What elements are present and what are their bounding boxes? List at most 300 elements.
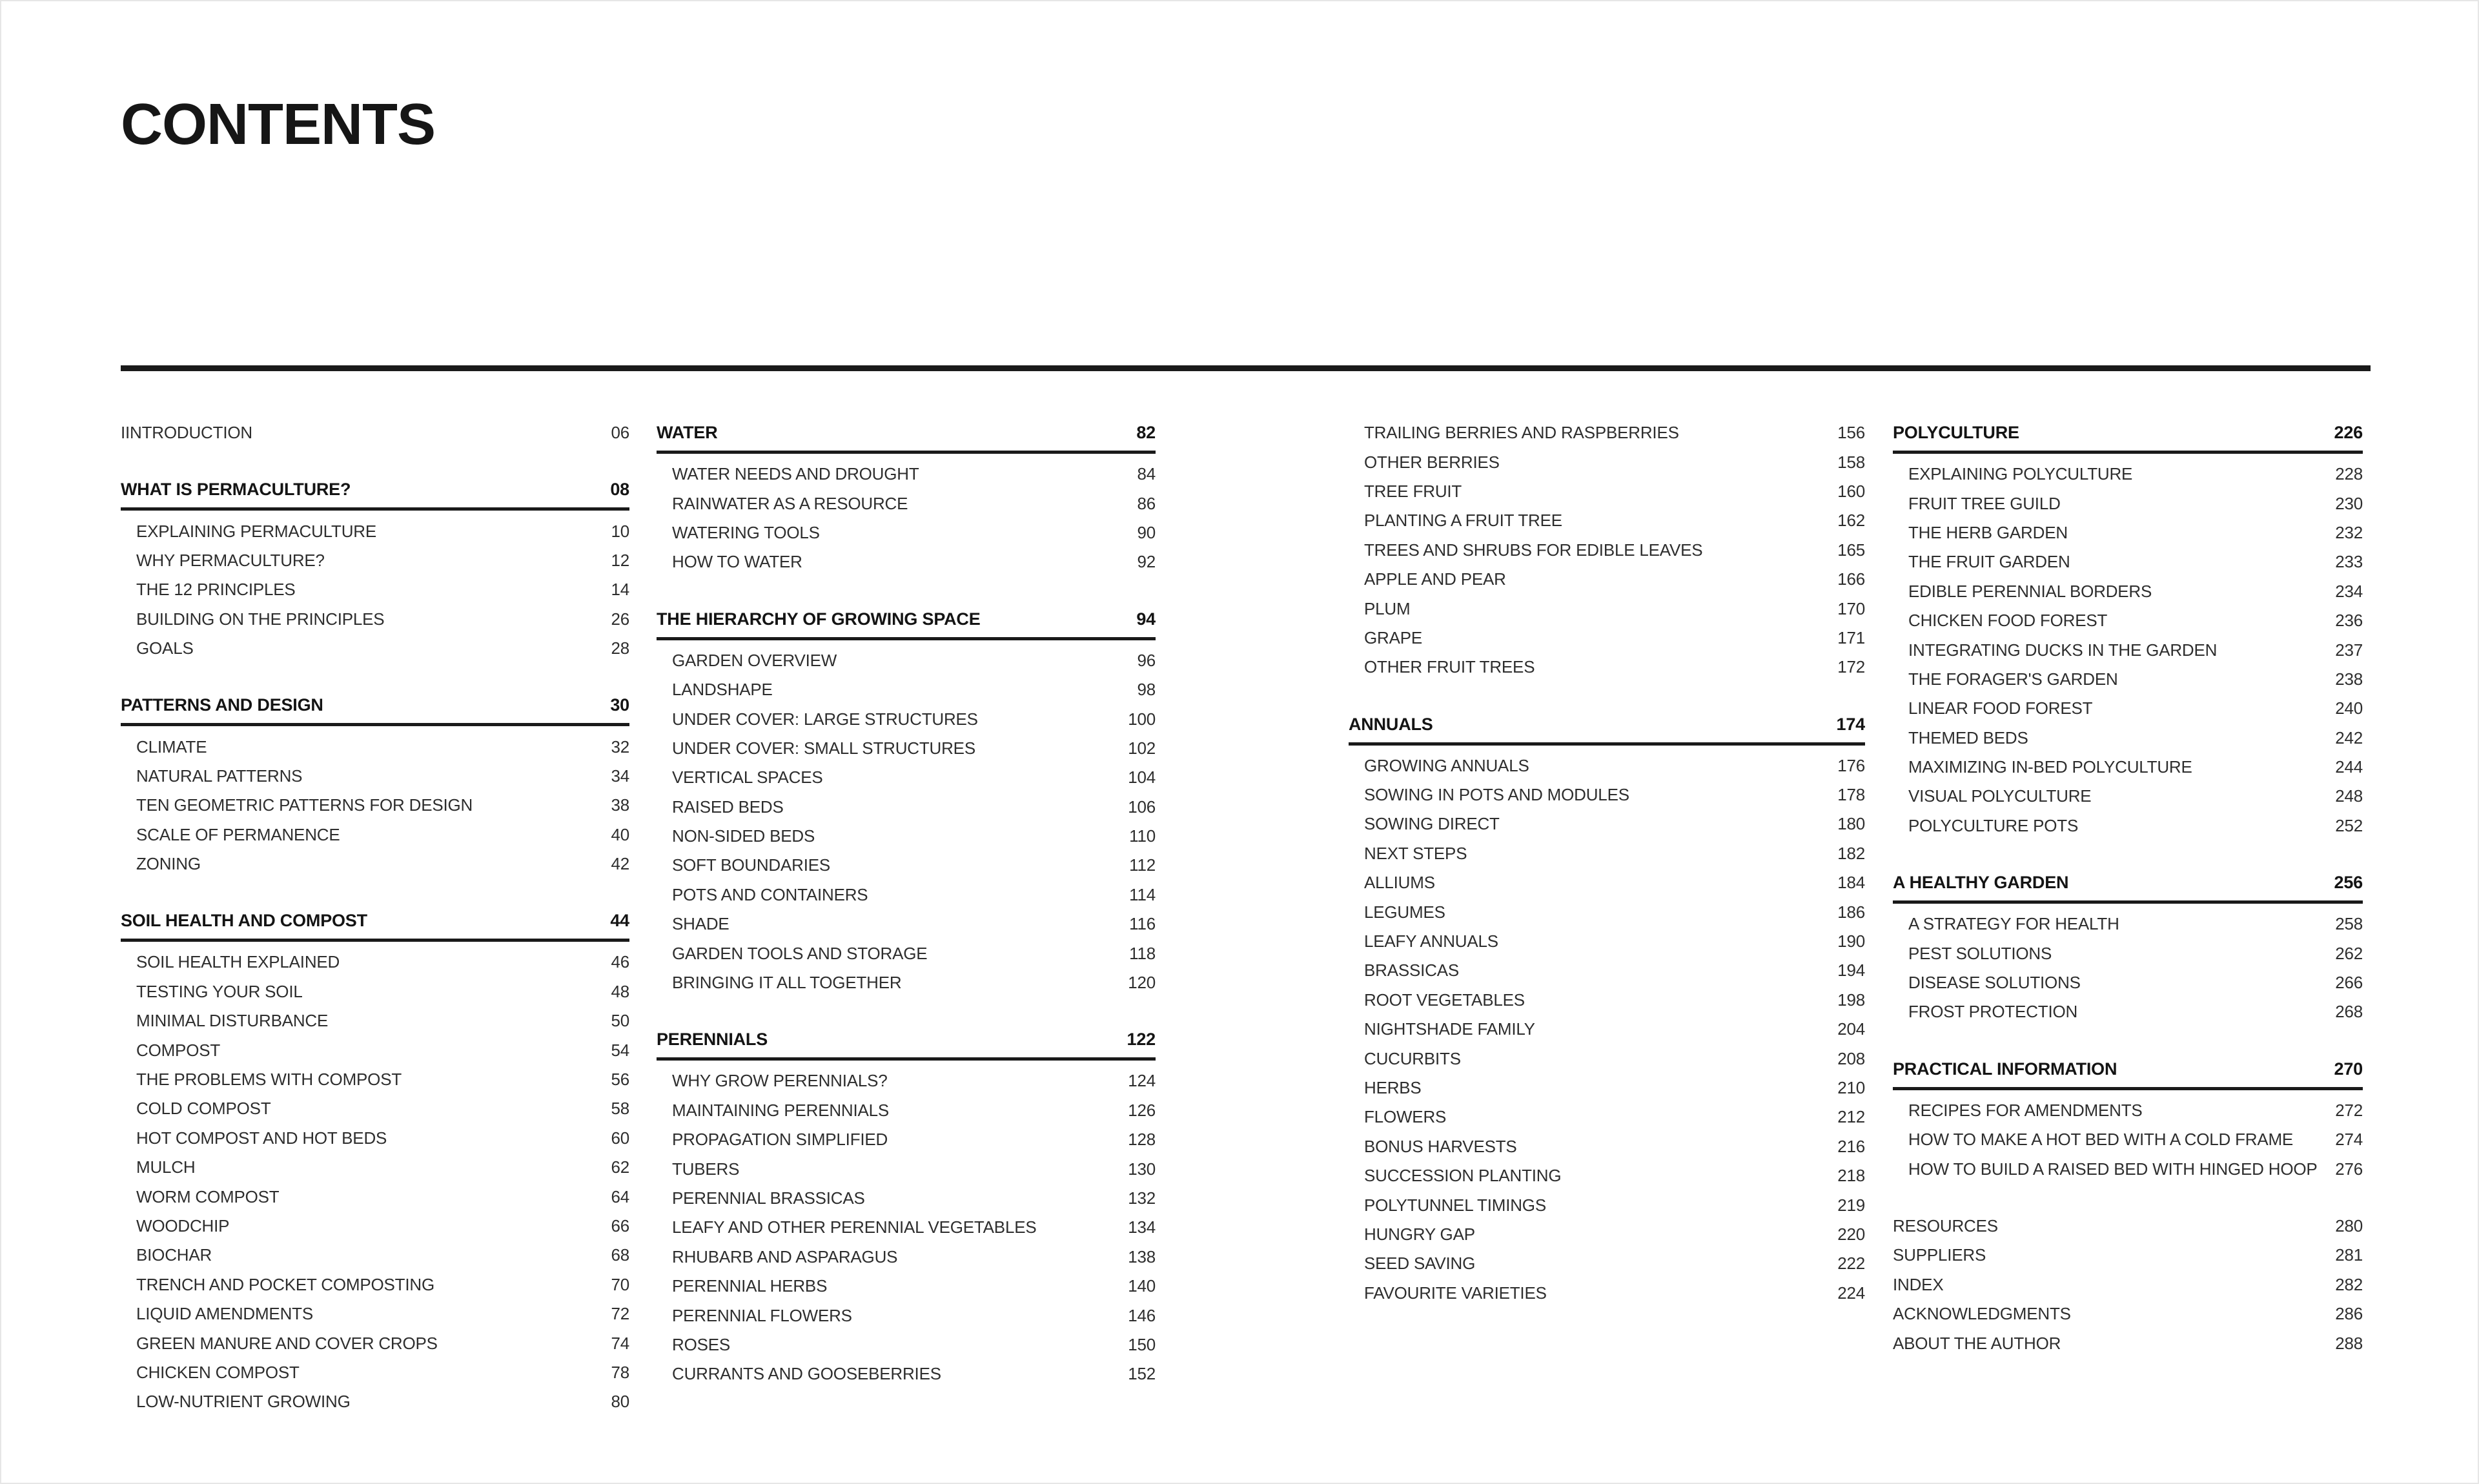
toc-section-items xyxy=(121,948,629,1416)
toc-entry-label: POLYCULTURE POTS xyxy=(1908,815,2079,835)
toc-entry-label: CURRANTS AND GOOSEBERRIES xyxy=(672,1364,941,1384)
title-divider-rule xyxy=(121,365,2371,371)
toc-entry xyxy=(121,1124,629,1153)
toc-entry-page-number: 258 xyxy=(2335,914,2363,934)
toc-entry xyxy=(657,518,1156,547)
toc-entry-label: ABOUT THE AUTHOR xyxy=(1893,1333,2061,1353)
toc-section xyxy=(657,418,1156,577)
toc-entry xyxy=(121,849,629,879)
toc-entry-label: HOW TO BUILD A RAISED BED WITH HINGED HOOP xyxy=(1908,1159,2318,1179)
toc-entry-label: LEGUMES xyxy=(1364,902,1445,922)
toc-entry xyxy=(657,880,1156,910)
toc-entry xyxy=(121,1270,629,1299)
toc-entry-label: TRENCH AND POCKET COMPOSTING xyxy=(136,1274,434,1294)
toc-entry-page-number: 166 xyxy=(1837,569,1865,589)
toc-entry-page-number: 186 xyxy=(1837,902,1865,922)
toc-entry-label: THEMED BEDS xyxy=(1908,727,2028,747)
toc-section-page-number: 122 xyxy=(1127,1030,1156,1050)
toc-entry-label: GARDEN OVERVIEW xyxy=(672,650,837,670)
toc-entry-page-number: 118 xyxy=(1129,943,1156,963)
toc-entry xyxy=(121,1035,629,1064)
toc-entry-label: TESTING YOUR SOIL xyxy=(136,981,303,1001)
toc-section xyxy=(121,475,629,663)
toc-entry-page-number: 28 xyxy=(611,638,629,658)
toc-section-items xyxy=(1893,1096,2363,1184)
toc-entry xyxy=(1349,653,1865,682)
toc-entry xyxy=(121,948,629,977)
toc-entry-label: WHY PERMACULTURE? xyxy=(136,550,325,570)
toc-entry-page-number: 42 xyxy=(611,854,629,874)
toc-entry-page-number: 78 xyxy=(611,1362,629,1382)
toc-section-title: WATER xyxy=(657,423,718,442)
toc-entry xyxy=(1893,606,2363,635)
toc-entry-label: BUILDING ON THE PRINCIPLES xyxy=(136,609,385,629)
toc-entry-page-number: 276 xyxy=(2335,1159,2363,1179)
toc-section-header xyxy=(657,418,1156,454)
toc-entry xyxy=(1349,986,1865,1015)
toc-entry xyxy=(1349,418,1865,447)
toc-section-page-number: 226 xyxy=(2334,423,2363,442)
toc-entry-page-number: 152 xyxy=(1128,1364,1156,1384)
toc-entry xyxy=(121,820,629,849)
toc-entry xyxy=(121,1212,629,1241)
toc-entry-label: UNDER COVER: LARGE STRUCTURES xyxy=(672,709,978,729)
toc-entry-page-number: 176 xyxy=(1837,755,1865,775)
toc-entry xyxy=(1349,1279,1865,1308)
toc-entry-page-number: 112 xyxy=(1129,855,1156,875)
toc-entry-page-number: 72 xyxy=(611,1304,629,1324)
toc-entry-label: OTHER BERRIES xyxy=(1364,452,1500,472)
toc-entry-page-number: 242 xyxy=(2335,727,2363,747)
toc-section-items xyxy=(121,516,629,663)
toc-section-title: ANNUALS xyxy=(1349,714,1433,734)
toc-column-2 xyxy=(657,418,1156,1389)
toc-entry xyxy=(1349,594,1865,623)
toc-entry-page-number: 74 xyxy=(611,1333,629,1353)
toc-entry-page-number: 90 xyxy=(1137,522,1156,542)
toc-entry-label: LANDSHAPE xyxy=(672,680,773,700)
toc-entry xyxy=(1893,547,2363,576)
toc-entry xyxy=(657,1243,1156,1272)
toc-column-4 xyxy=(1893,418,2363,1358)
toc-section-header xyxy=(1893,868,2363,904)
toc-section-title: WHAT IS PERMACULTURE? xyxy=(121,480,351,500)
toc-entry xyxy=(1893,1096,2363,1125)
toc-entry-label: HOT COMPOST AND HOT BEDS xyxy=(136,1128,387,1148)
toc-entry xyxy=(1893,1154,2363,1183)
toc-entry xyxy=(1893,997,2363,1026)
toc-entry xyxy=(1893,910,2363,939)
toc-entry xyxy=(1893,1212,2363,1241)
toc-entry-label: COMPOST xyxy=(136,1040,221,1060)
toc-entry xyxy=(657,675,1156,704)
toc-entry-page-number: 104 xyxy=(1128,767,1156,788)
toc-entry-page-number: 266 xyxy=(2335,973,2363,993)
toc-entry xyxy=(1349,897,1865,926)
toc-entry-page-number: 170 xyxy=(1837,598,1865,618)
toc-entry-page-number: 134 xyxy=(1128,1217,1156,1237)
toc-entry-page-number: 237 xyxy=(2335,640,2363,660)
toc-entry-label: MAXIMIZING IN-BED POLYCULTURE xyxy=(1908,757,2192,777)
toc-entry-page-number: 224 xyxy=(1837,1283,1865,1303)
toc-entry-page-number: 26 xyxy=(611,609,629,629)
toc-entry-page-number: 146 xyxy=(1128,1305,1156,1325)
toc-entry xyxy=(1349,1073,1865,1103)
toc-entry-label: TREE FRUIT xyxy=(1364,481,1462,501)
toc-section-items xyxy=(657,646,1156,998)
toc-section-items xyxy=(1349,418,1865,682)
toc-entry xyxy=(1893,753,2363,782)
toc-entry-label: NON-SIDED BEDS xyxy=(672,826,815,846)
toc-entry-label: GREEN MANURE AND COVER CROPS xyxy=(136,1333,438,1353)
toc-entry-page-number: 60 xyxy=(611,1128,629,1148)
toc-section xyxy=(121,691,629,879)
toc-entry xyxy=(1893,1299,2363,1328)
toc-entry-page-number: 64 xyxy=(611,1186,629,1206)
toc-entry-page-number: 184 xyxy=(1837,873,1865,893)
toc-entry-label: RAINWATER AS A RESOURCE xyxy=(672,493,908,513)
toc-section-items xyxy=(657,1066,1156,1388)
toc-entry xyxy=(121,732,629,761)
toc-entry-page-number: 162 xyxy=(1837,511,1865,531)
toc-entry-label: SHADE xyxy=(672,914,729,934)
toc-entry xyxy=(657,704,1156,733)
toc-entry-page-number: 56 xyxy=(611,1070,629,1090)
toc-entry xyxy=(1893,489,2363,518)
toc-entry-page-number: 100 xyxy=(1128,709,1156,729)
toc-entry-page-number: 40 xyxy=(611,824,629,844)
toc-entry-label: GOALS xyxy=(136,638,194,658)
toc-section xyxy=(1349,418,1865,682)
toc-entry-label: APPLE AND PEAR xyxy=(1364,569,1506,589)
toc-entry xyxy=(1893,665,2363,694)
toc-entry xyxy=(121,418,629,447)
toc-entry-label: SOWING IN POTS AND MODULES xyxy=(1364,785,1629,805)
toc-entry-page-number: 218 xyxy=(1837,1166,1865,1186)
toc-entry xyxy=(1893,724,2363,753)
toc-entry-page-number: 233 xyxy=(2335,552,2363,572)
toc-entry-page-number: 160 xyxy=(1837,481,1865,501)
toc-entry-label: WATERING TOOLS xyxy=(672,522,820,542)
toc-entry xyxy=(121,1358,629,1387)
toc-section-header xyxy=(657,605,1156,640)
toc-entry-page-number: 274 xyxy=(2335,1130,2363,1150)
toc-entry xyxy=(657,763,1156,792)
toc-section xyxy=(657,605,1156,998)
toc-section-items xyxy=(1893,1212,2363,1358)
toc-entry-label: IINTRODUCTION xyxy=(121,423,252,443)
toc-entry-label: LIQUID AMENDMENTS xyxy=(136,1304,313,1324)
toc-entry-label: MAINTAINING PERENNIALS xyxy=(672,1100,890,1120)
toc-entry xyxy=(1349,1249,1865,1278)
toc-entry-page-number: 272 xyxy=(2335,1100,2363,1120)
toc-entry-label: WHY GROW PERENNIALS? xyxy=(672,1071,888,1091)
toc-entry xyxy=(1893,811,2363,840)
toc-entry xyxy=(657,489,1156,518)
toc-entry-page-number: 165 xyxy=(1837,540,1865,560)
toc-entry-label: RHUBARB AND ASPARAGUS xyxy=(672,1246,898,1266)
toc-section-title: A HEALTHY GARDEN xyxy=(1893,873,2069,893)
toc-entry-page-number: 230 xyxy=(2335,493,2363,513)
toc-entry xyxy=(657,1066,1156,1095)
toc-section-items xyxy=(121,732,629,879)
toc-entry-label: FLOWERS xyxy=(1364,1107,1447,1127)
toc-entry-page-number: 234 xyxy=(2335,581,2363,601)
toc-entry-page-number: 116 xyxy=(1129,914,1156,934)
toc-entry xyxy=(1893,518,2363,547)
toc-section-page-number: 44 xyxy=(610,911,629,931)
toc-entry xyxy=(1893,782,2363,811)
toc-entry-label: TRAILING BERRIES AND RASPBERRIES xyxy=(1364,423,1679,443)
toc-entry-page-number: 281 xyxy=(2335,1245,2363,1265)
toc-entry xyxy=(1349,956,1865,985)
toc-section-page-number: 94 xyxy=(1136,609,1156,629)
toc-entry-label: EXPLAINING POLYCULTURE xyxy=(1908,464,2133,484)
toc-section xyxy=(1893,868,2363,1027)
toc-entry-label: THE FRUIT GARDEN xyxy=(1908,552,2070,572)
toc-entry xyxy=(121,1328,629,1357)
toc-entry-page-number: 68 xyxy=(611,1245,629,1265)
toc-entry-page-number: 150 xyxy=(1128,1334,1156,1354)
toc-entry xyxy=(657,1184,1156,1213)
toc-entry-label: EDIBLE PERENNIAL BORDERS xyxy=(1908,581,2152,601)
toc-entry-page-number: 190 xyxy=(1837,931,1865,951)
toc-entry-label: PROPAGATION SIMPLIFIED xyxy=(672,1130,888,1150)
toc-entry-label: PLUM xyxy=(1364,598,1411,618)
toc-entry xyxy=(657,460,1156,489)
toc-entry xyxy=(657,1154,1156,1183)
toc-entry-page-number: 126 xyxy=(1128,1100,1156,1120)
toc-section-header xyxy=(121,691,629,726)
toc-entry xyxy=(1893,968,2363,997)
toc-entry xyxy=(1893,694,2363,723)
toc-entry-page-number: 216 xyxy=(1837,1136,1865,1156)
toc-entry-label: CHICKEN COMPOST xyxy=(136,1362,300,1382)
toc-entry-label: SUCCESSION PLANTING xyxy=(1364,1166,1562,1186)
toc-entry-page-number: 48 xyxy=(611,981,629,1001)
toc-entry-page-number: 10 xyxy=(611,521,629,541)
toc-entry-label: SEED SAVING xyxy=(1364,1254,1476,1274)
toc-entry-page-number: 84 xyxy=(1137,464,1156,484)
toc-entry xyxy=(657,1330,1156,1359)
toc-entry-label: OTHER FRUIT TREES xyxy=(1364,657,1535,677)
toc-section-items xyxy=(121,418,629,447)
toc-entry xyxy=(121,546,629,575)
toc-entry xyxy=(121,1006,629,1035)
toc-entry-page-number: 232 xyxy=(2335,522,2363,542)
toc-entry-label: COLD COMPOST xyxy=(136,1099,271,1119)
toc-entry-page-number: 219 xyxy=(1837,1195,1865,1215)
toc-entry xyxy=(657,968,1156,997)
toc-section xyxy=(1893,1212,2363,1358)
toc-entry-label: RAISED BEDS xyxy=(672,797,784,817)
toc-entry-label: TUBERS xyxy=(672,1159,740,1179)
toc-entry-page-number: 06 xyxy=(611,423,629,443)
toc-entry xyxy=(1349,751,1865,780)
toc-entry xyxy=(121,1094,629,1123)
toc-section-header xyxy=(1349,710,1865,746)
toc-entry-label: HUNGRY GAP xyxy=(1364,1224,1475,1244)
toc-entry-label: PERENNIAL FLOWERS xyxy=(672,1305,852,1325)
toc-entry xyxy=(657,1213,1156,1242)
toc-entry xyxy=(657,547,1156,576)
toc-entry xyxy=(1349,780,1865,809)
toc-entry-page-number: 288 xyxy=(2335,1333,2363,1353)
toc-section-page-number: 30 xyxy=(610,695,629,715)
toc-section-header xyxy=(121,475,629,511)
toc-entry-page-number: 140 xyxy=(1128,1276,1156,1296)
toc-entry-page-number: 62 xyxy=(611,1157,629,1177)
toc-entry-page-number: 238 xyxy=(2335,669,2363,689)
toc-entry-page-number: 124 xyxy=(1128,1071,1156,1091)
toc-entry-label: BONUS HARVESTS xyxy=(1364,1136,1517,1156)
toc-entry-label: VISUAL POLYCULTURE xyxy=(1908,786,2092,806)
toc-entry-page-number: 204 xyxy=(1837,1019,1865,1039)
toc-entry xyxy=(657,793,1156,822)
toc-entry xyxy=(1349,447,1865,476)
toc-entry xyxy=(121,1299,629,1328)
toc-entry-label: EXPLAINING PERMACULTURE xyxy=(136,521,376,541)
toc-entry xyxy=(657,939,1156,968)
toc-entry xyxy=(1349,477,1865,506)
toc-section xyxy=(121,906,629,1416)
toc-section-header xyxy=(1893,1055,2363,1090)
toc-entry xyxy=(1893,939,2363,968)
toc-entry xyxy=(121,791,629,820)
toc-entry xyxy=(1349,927,1865,956)
toc-section-items xyxy=(1893,910,2363,1027)
toc-section-page-number: 08 xyxy=(610,480,629,500)
toc-entry-label: ACKNOWLEDGMENTS xyxy=(1893,1304,2071,1324)
toc-entry-label: LINEAR FOOD FOREST xyxy=(1908,698,2093,718)
toc-entry xyxy=(657,910,1156,939)
toc-entry-label: HOW TO MAKE A HOT BED WITH A COLD FRAME xyxy=(1908,1130,2294,1150)
toc-entry-label: ZONING xyxy=(136,854,201,874)
toc-entry-label: DISEASE SOLUTIONS xyxy=(1908,973,2081,993)
toc-entry xyxy=(1349,868,1865,897)
toc-entry-label: WATER NEEDS AND DROUGHT xyxy=(672,464,919,484)
toc-entry xyxy=(1893,460,2363,489)
toc-entry-page-number: 156 xyxy=(1837,423,1865,443)
toc-entry-label: LEAFY AND OTHER PERENNIAL VEGETABLES xyxy=(672,1217,1037,1237)
toc-entry xyxy=(657,646,1156,675)
toc-column-3 xyxy=(1349,418,1865,1308)
toc-entry-page-number: 50 xyxy=(611,1011,629,1031)
toc-column-1 xyxy=(121,418,629,1417)
toc-entry-page-number: 34 xyxy=(611,766,629,786)
toc-entry-label: ALLIUMS xyxy=(1364,873,1435,893)
toc-entry-label: A STRATEGY FOR HEALTH xyxy=(1908,914,2119,934)
toc-entry-page-number: 252 xyxy=(2335,815,2363,835)
page-title: CONTENTS xyxy=(121,92,435,157)
toc-entry-page-number: 178 xyxy=(1837,785,1865,805)
toc-section-page-number: 270 xyxy=(2334,1059,2363,1079)
toc-entry xyxy=(121,1387,629,1416)
toc-entry-label: THE PROBLEMS WITH COMPOST xyxy=(136,1070,402,1090)
toc-entry-label: LOW-NUTRIENT GROWING xyxy=(136,1392,351,1412)
toc-entry-label: SOFT BOUNDARIES xyxy=(672,855,831,875)
toc-entry-page-number: 212 xyxy=(1837,1107,1865,1127)
toc-entry xyxy=(657,1301,1156,1330)
toc-section-title: PATTERNS AND DESIGN xyxy=(121,695,323,715)
toc-entry xyxy=(121,605,629,634)
toc-section-items xyxy=(1893,460,2363,840)
toc-entry-label: SUPPLIERS xyxy=(1893,1245,1986,1265)
toc-section xyxy=(121,418,629,447)
toc-entry xyxy=(1349,624,1865,653)
toc-entry-page-number: 86 xyxy=(1137,493,1156,513)
toc-entry-label: MINIMAL DISTURBANCE xyxy=(136,1011,329,1031)
toc-entry-label: RESOURCES xyxy=(1893,1216,1998,1235)
toc-entry-page-number: 282 xyxy=(2335,1274,2363,1294)
toc-entry-label: PLANTING A FRUIT TREE xyxy=(1364,511,1562,531)
toc-section-title: PRACTICAL INFORMATION xyxy=(1893,1059,2117,1079)
toc-entry-page-number: 38 xyxy=(611,795,629,815)
toc-entry-page-number: 210 xyxy=(1837,1078,1865,1097)
toc-entry-page-number: 106 xyxy=(1128,797,1156,817)
toc-entry xyxy=(1349,1220,1865,1249)
toc-section-title: SOIL HEALTH AND COMPOST xyxy=(121,911,367,931)
toc-entry xyxy=(1893,1241,2363,1270)
toc-entry xyxy=(121,1241,629,1270)
toc-section-items xyxy=(1349,751,1865,1308)
toc-entry-page-number: 32 xyxy=(611,737,629,757)
toc-entry-label: SOIL HEALTH EXPLAINED xyxy=(136,952,340,972)
toc-entry xyxy=(1893,577,2363,606)
toc-entry-label: WOODCHIP xyxy=(136,1216,230,1235)
toc-entry-page-number: 114 xyxy=(1129,884,1156,904)
toc-entry-page-number: 220 xyxy=(1837,1224,1865,1244)
toc-entry-label: NIGHTSHADE FAMILY xyxy=(1364,1019,1535,1039)
toc-section-page-number: 174 xyxy=(1836,714,1865,734)
toc-section-header xyxy=(657,1025,1156,1061)
toc-entry-page-number: 110 xyxy=(1129,826,1156,846)
toc-entry xyxy=(1893,1125,2363,1154)
toc-entry-label: BIOCHAR xyxy=(136,1245,212,1265)
toc-entry-page-number: 138 xyxy=(1128,1246,1156,1266)
toc-section-title: THE HIERARCHY OF GROWING SPACE xyxy=(657,609,981,629)
toc-entry-label: BRASSICAS xyxy=(1364,961,1460,981)
toc-entry xyxy=(121,575,629,604)
toc-entry xyxy=(1349,1161,1865,1190)
toc-entry-page-number: 158 xyxy=(1837,452,1865,472)
toc-entry-label: BRINGING IT ALL TOGETHER xyxy=(672,973,902,993)
toc-entry-page-number: 228 xyxy=(2335,464,2363,484)
toc-entry-label: SCALE OF PERMANENCE xyxy=(136,824,340,844)
toc-entry-page-number: 46 xyxy=(611,952,629,972)
toc-entry-page-number: 268 xyxy=(2335,1002,2363,1022)
toc-entry-label: FRUIT TREE GUILD xyxy=(1908,493,2061,513)
toc-entry-page-number: 194 xyxy=(1837,961,1865,981)
toc-entry xyxy=(1349,506,1865,535)
toc-entry-page-number: 98 xyxy=(1137,680,1156,700)
toc-entry-page-number: 172 xyxy=(1837,657,1865,677)
toc-section-page-number: 82 xyxy=(1136,423,1156,442)
toc-entry-label: CUCURBITS xyxy=(1364,1048,1461,1068)
toc-entry-label: TREES AND SHRUBS FOR EDIBLE LEAVES xyxy=(1364,540,1703,560)
toc-entry-page-number: 286 xyxy=(2335,1304,2363,1324)
toc-entry-label: TEN GEOMETRIC PATTERNS FOR DESIGN xyxy=(136,795,473,815)
toc-entry-label: FAVOURITE VARIETIES xyxy=(1364,1283,1547,1303)
toc-section-page-number: 256 xyxy=(2334,873,2363,893)
toc-section xyxy=(1893,1055,2363,1184)
toc-entry-label: NEXT STEPS xyxy=(1364,843,1467,863)
toc-entry-page-number: 236 xyxy=(2335,611,2363,631)
toc-section-items xyxy=(657,460,1156,577)
toc-entry-label: PERENNIAL BRASSICAS xyxy=(672,1188,865,1208)
toc-entry-label: THE FORAGER'S GARDEN xyxy=(1908,669,2118,689)
toc-entry-label: INDEX xyxy=(1893,1274,1944,1294)
